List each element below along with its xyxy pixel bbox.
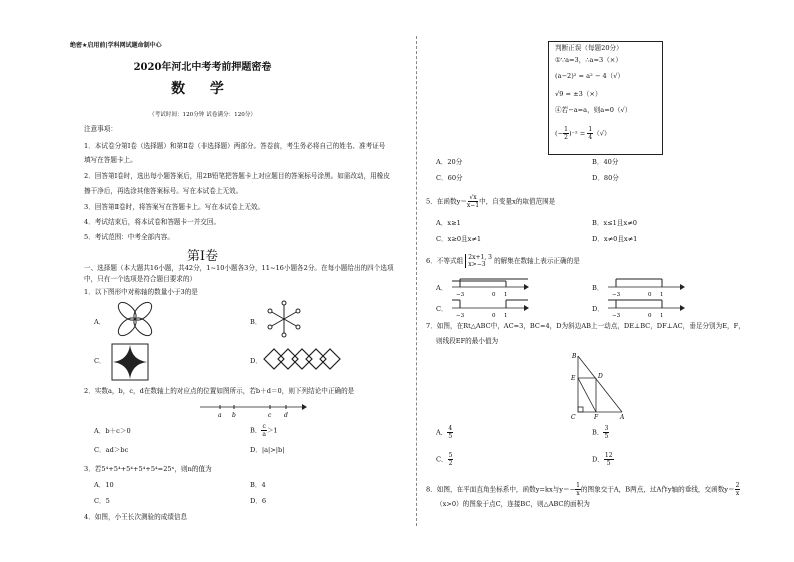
q7-stem: 7．如图，在Rt△ABC中，AC=3，BC=4，D为斜边AB上一动点，DE⊥BC，DF⊥AC，垂足分别为E，F， [426, 322, 745, 330]
section-title: 第Ⅰ卷 [186, 249, 219, 264]
note-line: 填写在答题卡上。 [84, 156, 137, 164]
q4-stem: 4．如图，小王长次测验的成绩信息 [84, 513, 188, 521]
q4-option-d: D．80分 [592, 174, 619, 182]
q6-option-label: B． [592, 284, 604, 292]
tick-label: 0 [492, 313, 496, 319]
point-label-c: C [571, 414, 576, 421]
q7-option-a: A． $\frac{4}{5}$ [436, 425, 453, 440]
exam-info: （考试时间：120分钟 试卷满分：120分） [148, 112, 257, 118]
axis-label-a: a [218, 412, 222, 419]
axis-label-d: d [284, 412, 288, 419]
q1-option-label: D． [250, 357, 262, 365]
q7-option-c: C． $\frac{5}{2}$ [436, 452, 453, 467]
q5-option-c: C．x≥0且x≠1 [436, 235, 482, 243]
axis-label-c: c [268, 412, 272, 419]
box-title: 判断正误（每题20分） [555, 44, 623, 52]
q6-number-line-d [606, 296, 686, 320]
note-line: 3．回答第Ⅱ卷时，将答案写在答题卡上。写在本试卷上无效。 [84, 203, 265, 211]
exam-title: 2020年河北中考考前押题密卷 [133, 62, 272, 73]
tick-label: 1 [504, 313, 508, 319]
note-line: 5．考试范围：中考全部内容。 [84, 233, 174, 241]
point-label-f: F [594, 414, 599, 421]
q5-option-d: D．x≠0且x≠1 [592, 235, 638, 243]
q2-number-line [198, 400, 308, 420]
box-line: (− $\frac{1}{2}$ )⁻² = $\frac{1}{4}$ （√） [555, 126, 611, 141]
q2-option-a: A．b＋c＞0 [94, 427, 131, 435]
q3-option-a: A．10 [94, 481, 114, 489]
q5-option-b: B．x≤1且x≠0 [592, 219, 637, 227]
q5-option-a: A．x≥1 [436, 219, 461, 227]
box-line: (a−2)² = a² − 4（√） [555, 72, 625, 80]
q2-stem: 2．实数a，b，c，d在数轴上的对应点的位置如图所示，若b＋d＝0，则下列结论中正确的是 [84, 387, 355, 395]
q2-option-c: C．ad＞bc [94, 446, 129, 454]
q4-option-b: B．40分 [592, 158, 619, 166]
note-line: 2．回答第Ⅰ卷时，选出每小题答案后，用2B铅笔把答题卡上对应题目的答案标号涂黑。如需改动，用橡皮 [84, 172, 390, 180]
q1-option-label: B． [250, 318, 262, 326]
q8-stem: 8．如图，在平面直角坐标系中，函数y=kx与y＝− $\frac{1}{x}$ 的图象交于A，B两点，过A作y轴的垂线，交函数y＝ $\frac{2}{x}$ [426, 482, 740, 497]
tick-label: −3 [612, 313, 621, 319]
q6-option-label: A． [436, 284, 448, 292]
note-line: 4．考试结束后，将本试卷和答题卡一并交回。 [84, 218, 221, 226]
four-point-star-figure [110, 342, 150, 382]
q2-option-b: B． $\frac{c}{a}$ ＞1 [250, 423, 278, 438]
q7-option-d: D． $\frac{12}{5}$ [592, 452, 613, 467]
section-intro: 一、选择题（本大题共16小题，共42分，1~10小题各3分，11~16小题各2分。在每小题给出的四个选项 [84, 264, 394, 272]
interlocked-diamonds-figure [262, 347, 342, 371]
tick-label: 1 [504, 292, 508, 298]
q3-option-c: C．5 [94, 497, 110, 505]
q7-option-b: B． $\frac{3}{5}$ [592, 425, 609, 440]
q3-option-d: D．6 [250, 497, 267, 505]
q1-option-label: A． [94, 318, 106, 326]
q1-stem: 1．以下图形中对称轴的数量小于3的是 [84, 288, 198, 296]
box-line: √9 = ±3（×） [555, 90, 602, 98]
box-line: ④若−a=a，则a=0（√） [555, 106, 632, 114]
note-line: 擦干净后，再选涂其他答案标号。写在本试卷上无效。 [84, 187, 243, 195]
q6-option-label: D． [592, 305, 604, 313]
point-label-e: E [571, 375, 576, 382]
tick-label: −3 [456, 292, 465, 298]
q4-option-a: A．20分 [436, 158, 463, 166]
tick-label: 0 [492, 292, 496, 298]
subject-title: 数 学 [171, 81, 234, 97]
tick-label: 0 [648, 313, 652, 319]
q1-option-label: C． [94, 357, 106, 365]
point-label-b: B [572, 353, 577, 360]
column-separator [416, 36, 417, 526]
notes-heading: 注意事项： [84, 125, 117, 133]
tick-label: 1 [660, 292, 664, 298]
q3-option-b: B．4 [250, 481, 266, 489]
tick-label: 1 [660, 313, 664, 319]
section-intro: 中，只有一个选项是符合题目要求的） [84, 275, 197, 283]
tick-label: −3 [456, 313, 465, 319]
note-line: 1．本试卷分第Ⅰ卷（选择题）和第Ⅱ卷（非选择题）两部分。答卷前，考生务必将自己的姓名、准考证号 [84, 142, 386, 150]
judgement-box [548, 41, 663, 155]
q6-option-label: C． [436, 305, 448, 313]
q6-stem: 6．不等式组 2x+1, 3 x>−3 的解集在数轴上表示正确的是 [426, 254, 580, 268]
q5-stem: 5．在函数y＝ $\frac{√x}{x-1}$ 中，自变量x的取值范围是 [426, 194, 556, 209]
point-label-a: A [620, 414, 625, 421]
tick-label: 0 [648, 292, 652, 298]
q3-stem: 3．若5⁴+5⁴+5⁴+5⁴+5⁴=25ⁿ，则n的值为 [84, 465, 212, 473]
q6-number-line-c [450, 296, 530, 320]
q4-option-c: C．60分 [436, 174, 463, 182]
four-petal-flower-figure [112, 296, 158, 342]
tick-label: −3 [612, 292, 621, 298]
box-line: ①∵a=3，∴a=3（×） [555, 56, 622, 64]
q7-stem-cont: 则线段EF的最小值为 [436, 337, 499, 345]
confidential-notice: 绝密★启用前|学科网试题命制中心 [70, 42, 162, 49]
point-label-d: D [598, 373, 603, 380]
axis-label-b: b [232, 412, 236, 419]
q8-stem-cont: （x>0）的图象于点C，连接BC，则△ABC的面积为 [436, 500, 590, 508]
right-triangle-figure [566, 350, 630, 422]
asterisk-figure [265, 300, 303, 338]
q2-option-d: D．|a|>|b| [250, 446, 285, 454]
